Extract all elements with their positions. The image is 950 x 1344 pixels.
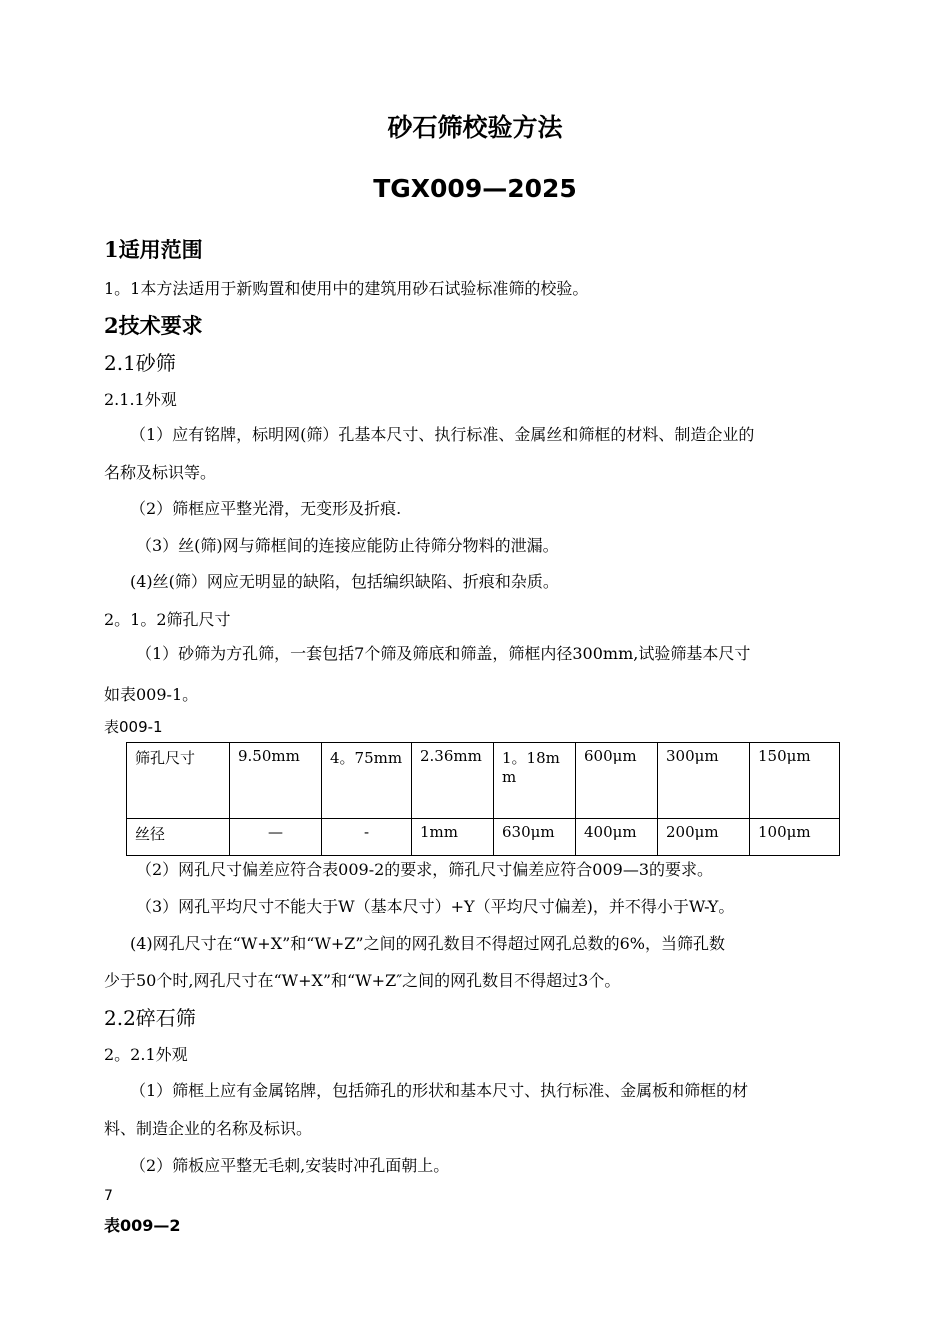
table-cell: 150μm	[750, 743, 840, 819]
table-label: 表009-1	[104, 718, 163, 736]
table-cell: 100μm	[750, 819, 840, 856]
subsection-heading-hole-size: 2。1。2筛孔尺寸	[104, 610, 231, 629]
table-label-2: 表009—2	[104, 1216, 181, 1235]
page-number: 7	[104, 1188, 113, 1204]
document-code: TGX009—2025	[373, 174, 577, 203]
table-row	[127, 819, 840, 856]
paragraph-nameplate: （1）应有铭牌，标明网(筛）孔基本尺寸、执行标准、金属丝和筛框的材料、制造企业的	[130, 425, 755, 444]
table-cell: 300μm	[658, 743, 750, 819]
sieve-size-table	[126, 742, 840, 856]
paragraph-square-sieve: （1）砂筛为方孔筛，一套包括7个筛及筛底和筛盖，筛框内径300mm,试验筛基本尺寸	[136, 644, 751, 663]
table-cell: —	[230, 819, 322, 856]
paragraph-square-sieve-cont: 如表009-1。	[104, 685, 199, 704]
table-cell: 400μm	[576, 819, 658, 856]
paragraph-gravel-nameplate-cont: 料、制造企业的名称及标识。	[104, 1119, 313, 1138]
section-heading-scope: 1适用范围	[104, 237, 203, 262]
subsection-heading-sand-sieve: 2.1砂筛	[104, 351, 176, 375]
table-cell: 200μm	[658, 819, 750, 856]
subsection-heading-gravel-sieve: 2.2碎石筛	[104, 1006, 196, 1030]
paragraph-average-size: （3）网孔平均尺寸不能大于W（基本尺寸）+Y（平均尺寸偏差)，并不得小于W-Y。	[136, 897, 735, 916]
table-cell: 2.36mm	[412, 743, 494, 819]
table-cell: 1mm	[412, 819, 494, 856]
subsection-heading-gravel-appearance: 2。2.1外观	[104, 1045, 188, 1064]
paragraph-nameplate-cont: 名称及标识等。	[104, 463, 217, 482]
paragraph-connection: （3）丝(筛)网与筛框间的连接应能防止待筛分物料的泄漏。	[136, 536, 559, 555]
table-cell: 630μm	[494, 819, 576, 856]
paragraph-deviation: （2）网孔尺寸偏差应符合表009-2的要求，筛孔尺寸偏差应符合009—3的要求。	[136, 860, 714, 879]
table-cell: 600μm	[576, 743, 658, 819]
paragraph-defects: (4)丝(筛）网应无明显的缺陷，包括编织缺陷、折痕和杂质。	[130, 572, 559, 591]
paragraph-gravel-nameplate: （1）筛框上应有金属铭牌，包括筛孔的形状和基本尺寸、执行标准、金属板和筛框的材	[130, 1081, 749, 1100]
table-row	[127, 743, 840, 819]
table-cell: 筛孔尺寸	[127, 743, 230, 819]
table-cell: 丝径	[127, 819, 230, 856]
paragraph-hole-count: (4)网孔尺寸在“W+X”和“W+Z”之间的网孔数目不得超过网孔总数的6%，当筛孔数	[130, 934, 725, 953]
table-cell: -	[322, 819, 412, 856]
document-title: 砂石筛校验方法	[387, 113, 563, 142]
table-cell: 4。75mm	[322, 743, 412, 819]
paragraph-hole-count-cont: 少于50个时,网孔尺寸在“W+X”和“W+Z″之间的网孔数目不得超过3个。	[104, 971, 621, 990]
table-cell: 9.50mm	[230, 743, 322, 819]
section-heading-requirements: 2技术要求	[104, 313, 203, 338]
subsection-heading-appearance: 2.1.1外观	[104, 390, 177, 409]
table-cell: 1。18mm	[494, 743, 576, 819]
paragraph-sieve-plate: （2）筛板应平整无毛刺,安装时冲孔面朝上。	[130, 1156, 450, 1175]
paragraph-frame: （2）筛框应平整光滑，无变形及折痕.	[130, 499, 402, 518]
paragraph-scope: 1。1本方法适用于新购置和使用中的建筑用砂石试验标准筛的校验。	[104, 279, 589, 298]
